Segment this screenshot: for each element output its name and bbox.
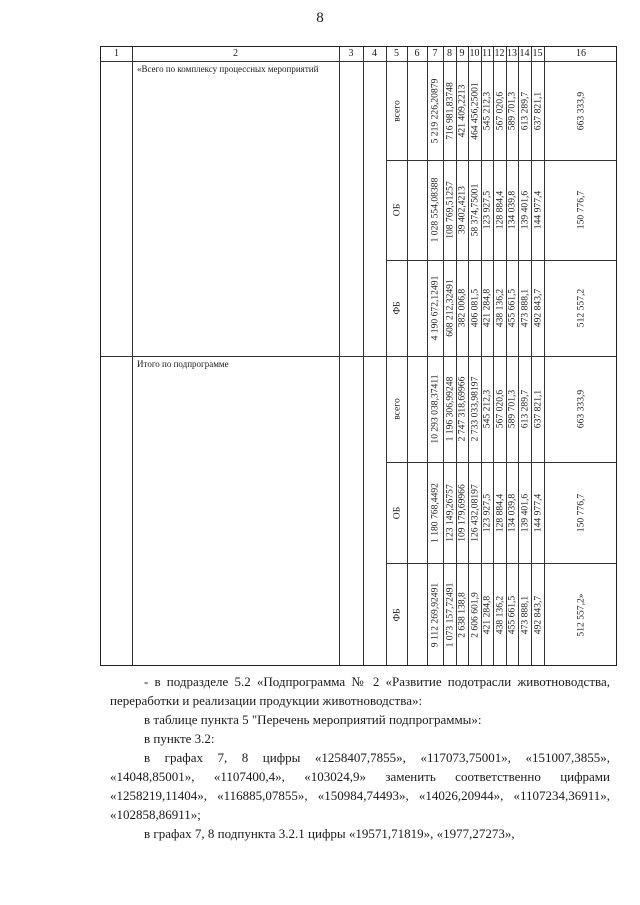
column-number: 7 bbox=[432, 48, 438, 59]
row-label-text: ОБ bbox=[391, 203, 402, 217]
cell-value: 2 606 601,9 bbox=[469, 592, 480, 638]
body-text bbox=[110, 672, 610, 843]
cell-value: 2 747 318,69966 bbox=[456, 376, 468, 442]
paragraph: в графах 7, 8 цифры «1258407,7855», «117073,75001», «151007,3855», «14048,85001», «1107400,4», «103024,9» заменить соответственно цифрами «1258219,11404», «116885,07855», «150984,74493», «14026,20944», «1107234,36911», «102858,86911»; bbox=[110, 750, 610, 822]
cell-value: 613 289,7 bbox=[519, 389, 530, 429]
cell-value: 10 293 038,37411 bbox=[429, 374, 441, 444]
cell-value: 663 333,9 bbox=[575, 91, 587, 130]
column-number: 15 bbox=[532, 48, 543, 59]
page-number: 8 bbox=[316, 10, 324, 26]
section-title: «Всего по комплексу процессных мероприятий bbox=[137, 64, 319, 74]
cell-value: 123 149,26757 bbox=[444, 483, 455, 542]
table-row-line bbox=[386, 462, 616, 463]
row-label-text: всего bbox=[391, 398, 402, 420]
cell-value: 545 212,3 bbox=[481, 91, 493, 130]
paragraph: - в подразделе 5.2 «Подпрограмма № 2 «Развитие подотрасли животноводства, переработки и реализации продукции животноводства»: bbox=[110, 674, 610, 708]
column-number: 1 bbox=[114, 48, 119, 59]
cell-value: 2 638 138,8 bbox=[456, 592, 468, 638]
table-row-line bbox=[386, 563, 616, 564]
cell-value: 108 769,51257 bbox=[444, 181, 455, 239]
cell-value: 128 884,4 bbox=[494, 493, 505, 532]
cell-value: 134 039,8 bbox=[506, 493, 518, 532]
paragraph: в графах 7, 8 подпункта 3.2.1 цифры «19571,71819», «1977,27273», bbox=[144, 826, 515, 841]
cell-value: 589 701,3 bbox=[506, 91, 518, 130]
cell-value: 637 821,1 bbox=[532, 389, 543, 429]
cell-value: 492 843,7 bbox=[532, 288, 543, 328]
row-label-text: всего bbox=[391, 99, 402, 122]
column-number: 8 bbox=[447, 48, 452, 59]
cell-value: 150 776,7 bbox=[575, 190, 587, 230]
column-number: 2 bbox=[233, 48, 238, 59]
cell-value: 421 284,8 bbox=[481, 288, 493, 328]
cell-value: 1 180 768,4492 bbox=[429, 482, 441, 543]
cell-value: 2 733 033,98197 bbox=[469, 376, 480, 442]
table-row-line bbox=[386, 160, 616, 161]
cell-value: 9 112 269,92491 bbox=[429, 582, 441, 648]
cell-value: 144 977,4 bbox=[532, 493, 543, 532]
cell-value: 512 557,2» bbox=[575, 593, 587, 637]
cell-value: 421 409,2213 bbox=[456, 84, 468, 137]
section-title: Итого по подпрограмме bbox=[137, 359, 229, 369]
paragraph: в пункте 3.2: bbox=[144, 731, 215, 746]
cell-value: 406 081,5 bbox=[469, 288, 480, 328]
cell-value: 39 402,4213 bbox=[456, 186, 468, 234]
cell-value: 134 039,8 bbox=[506, 190, 518, 230]
cell-value: 109 179,69966 bbox=[456, 483, 468, 542]
cell-value: 455 661,5 bbox=[506, 288, 518, 328]
data-table bbox=[100, 46, 617, 666]
column-number: 5 bbox=[394, 48, 399, 59]
table-section-line bbox=[101, 356, 616, 357]
cell-value: 637 821,1 bbox=[532, 91, 543, 130]
cell-value: 464 456,25001 bbox=[469, 81, 480, 140]
column-number: 6 bbox=[414, 48, 420, 59]
column-number: 3 bbox=[348, 48, 354, 59]
cell-value: 438 136,2 bbox=[494, 595, 505, 635]
column-number: 11 bbox=[482, 48, 492, 59]
row-label-text: ОБ bbox=[391, 506, 402, 519]
row-label-text: ФБ bbox=[391, 301, 402, 315]
cell-value: 512 557,2 bbox=[575, 288, 587, 328]
cell-value: 126 432,08197 bbox=[469, 483, 480, 542]
table-row-line bbox=[386, 260, 616, 261]
cell-value: 5 219 226,20879 bbox=[429, 78, 441, 143]
column-number: 12 bbox=[494, 48, 505, 59]
cell-value: 663 333,9 bbox=[575, 389, 587, 429]
cell-value: 123 927,5 bbox=[481, 190, 493, 230]
row-label-text: ФБ bbox=[391, 608, 402, 622]
cell-value: 438 136,2 bbox=[494, 288, 505, 328]
cell-value: 455 661,5 bbox=[506, 595, 518, 635]
cell-value: 473 888,1 bbox=[519, 595, 530, 635]
table-header-line bbox=[101, 61, 616, 62]
cell-value: 382 006,8 bbox=[456, 288, 468, 328]
cell-value: 1 028 554,08388 bbox=[429, 177, 441, 243]
cell-value: 139 401,6 bbox=[519, 190, 530, 230]
column-number: 9 bbox=[459, 48, 465, 59]
cell-value: 567 020,6 bbox=[494, 91, 505, 130]
cell-value: 608 212,32491 bbox=[444, 279, 455, 337]
cell-value: 4 190 672,12491 bbox=[429, 275, 441, 341]
cell-value: 139 401,6 bbox=[519, 493, 530, 532]
cell-value: 421 284,8 bbox=[481, 595, 493, 635]
cell-value: 545 212,3 bbox=[481, 389, 493, 429]
column-number: 13 bbox=[507, 48, 517, 59]
cell-value: 613 289,7 bbox=[519, 91, 530, 130]
column-number: 14 bbox=[519, 48, 530, 59]
cell-value: 144 977,4 bbox=[532, 190, 543, 230]
cell-value: 150 776,7 bbox=[575, 493, 587, 532]
cell-value: 567 020,6 bbox=[494, 389, 505, 429]
cell-value: 1 196 306,99248 bbox=[444, 376, 455, 442]
column-number: 10 bbox=[469, 48, 480, 59]
cell-value: 128 884,4 bbox=[494, 190, 505, 230]
cell-value: 473 888,1 bbox=[519, 288, 530, 328]
column-number: 16 bbox=[576, 48, 586, 59]
paragraph: в таблице пункта 5 "Перечень мероприятий подпрограммы»: bbox=[144, 712, 482, 727]
column-number: 4 bbox=[372, 48, 377, 59]
cell-value: 1 073 157,72491 bbox=[444, 582, 455, 648]
cell-value: 716 981,83748 bbox=[444, 81, 455, 140]
cell-value: 123 927,5 bbox=[481, 493, 493, 532]
cell-value: 589 701,3 bbox=[506, 389, 518, 429]
cell-value: 58 374,75001 bbox=[469, 183, 480, 237]
cell-value: 492 843,7 bbox=[532, 595, 543, 635]
